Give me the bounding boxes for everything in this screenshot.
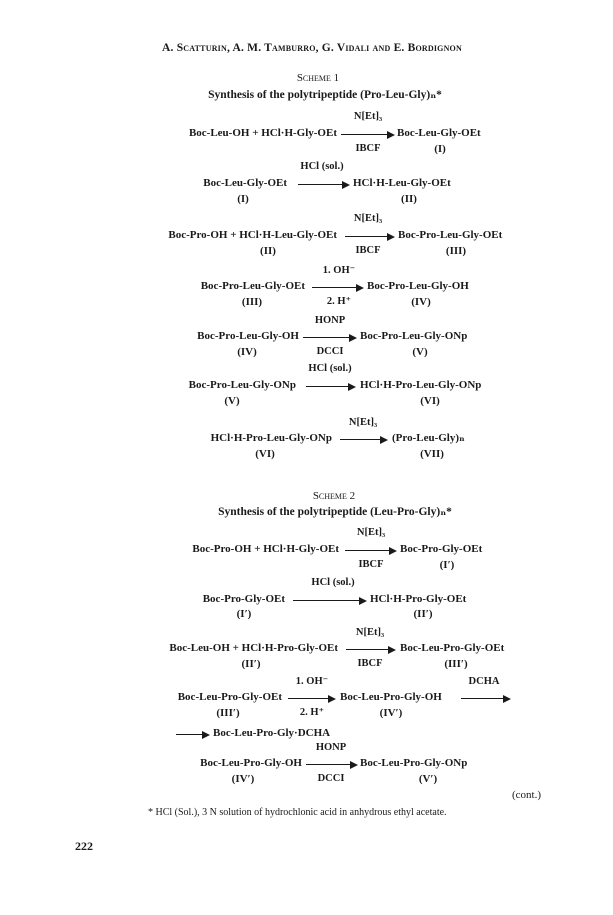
s2-step1-product: Boc-Pro-Gly-OEt xyxy=(400,543,483,555)
s2-step4-product: Boc-Leu-Pro-Gly-OH xyxy=(340,691,442,703)
scheme-1-label: Scheme 1 xyxy=(296,72,340,84)
s1-step2-product-label: (II) xyxy=(401,193,417,205)
s1-step2-product: HCl·H-Leu-Gly-OEt xyxy=(353,177,451,189)
s2-step4-reactant-label: (III′) xyxy=(216,707,240,719)
s2-cont-arrow-icon xyxy=(176,734,208,735)
s1-step3-reagent-below: IBCF xyxy=(355,245,381,256)
s2-step4-reagent-above: 1. OH⁻ xyxy=(295,676,329,687)
s1-step7-product: (Pro-Leu-Gly)ₙ xyxy=(392,432,465,444)
s2-step4-reactant: Boc-Leu-Pro-Gly-OEt xyxy=(177,691,282,703)
s2-step4-arrow-2-icon xyxy=(461,698,509,699)
s2-step3-reactant-label: (II′) xyxy=(241,658,261,670)
s1-step7-reactant: HCl·H-Pro-Leu-Gly-ONp xyxy=(210,432,332,444)
s1-step1-reactants: Boc-Leu-OH + HCl·H-Gly-OEt xyxy=(188,127,337,139)
s2-step4-reagent-below: 2. H⁺ xyxy=(299,707,325,718)
s2-step4-arrow-icon xyxy=(288,698,334,699)
s2-step2-reagent-above: HCl (sol.) xyxy=(311,577,355,588)
s1-step5-arrow-icon xyxy=(303,337,355,338)
s1-step1-reagent-above: N[Et]₃ xyxy=(353,111,383,122)
s2-step2-product: HCl·H-Pro-Gly-OEt xyxy=(370,593,467,605)
s1-step7-arrow-icon xyxy=(340,439,386,440)
s2-step2-arrow-icon xyxy=(293,600,365,601)
s2-step3-arrow-icon xyxy=(346,649,394,650)
continued-note: (cont.) xyxy=(511,789,541,801)
s1-step5-product: Boc-Pro-Leu-Gly-ONp xyxy=(360,330,468,342)
s2-step3-reagent-below: IBCF xyxy=(357,658,383,669)
s2-step4-product-label: (IV′) xyxy=(379,707,403,719)
s1-step1-arrow-icon xyxy=(341,134,393,135)
s2-step3-reactants: Boc-Leu-OH + HCl·H-Pro-Gly-OEt xyxy=(169,642,338,654)
s2-step2-product-label: (II′) xyxy=(413,608,433,620)
s2-step4-continuation: Boc-Leu-Pro-Gly·DCHA xyxy=(213,727,331,739)
s2-step1-arrow-icon xyxy=(345,550,395,551)
s1-step4-reactant: Boc-Pro-Leu-Gly-OEt xyxy=(200,280,305,292)
s1-step4-reagent-above: 1. OH⁻ xyxy=(322,265,356,276)
s1-step3-reactant-label: (II) xyxy=(260,245,276,257)
s1-step3-reagent-above: N[Et]₃ xyxy=(353,213,383,224)
s1-step2-arrow-icon xyxy=(298,184,348,185)
s1-step7-reagent-above: N[Et]₃ xyxy=(348,417,378,428)
page-number: 222 xyxy=(75,839,93,853)
s1-step5-product-label: (V) xyxy=(412,346,428,358)
running-header: A. Scatturin, A. M. Tamburro, G. Vidali and E. Bordignon xyxy=(162,42,462,54)
s1-step5-reagent-above: HONP xyxy=(314,315,346,326)
footnote: * HCl (Sol.), 3 N solution of hydrochlonic acid in anhydrous ethyl acetate. xyxy=(148,807,447,818)
s2-step5-reagent-above: HONP xyxy=(315,742,347,753)
s1-step6-reactant: Boc-Pro-Leu-Gly-ONp xyxy=(188,379,296,391)
s1-step4-reactant-label: (III) xyxy=(241,296,263,308)
s2-step5-product: Boc-Leu-Pro-Gly-ONp xyxy=(360,757,468,769)
scheme-2-label: Scheme 2 xyxy=(312,490,356,502)
s1-step6-product-label: (VI) xyxy=(420,395,440,407)
s2-step1-reactants: Boc-Pro-OH + HCl·H-Gly-OEt xyxy=(192,543,339,555)
s1-step2-reactant: Boc-Leu-Gly-OEt xyxy=(203,177,287,189)
s2-step3-reagent-above: N[Et]₃ xyxy=(355,627,385,638)
s1-step4-product: Boc-Pro-Leu-Gly-OH xyxy=(367,280,469,292)
s1-step5-reactant: Boc-Pro-Leu-Gly-OH xyxy=(197,330,299,342)
s1-step5-reagent-below: DCCI xyxy=(316,346,344,357)
s1-step2-reactant-label: (I) xyxy=(237,193,249,205)
s2-step2-reactant-label: (I′) xyxy=(236,608,252,620)
s1-step6-arrow-icon xyxy=(306,386,354,387)
s2-step5-arrow-icon xyxy=(306,764,356,765)
s2-step5-reactant: Boc-Leu-Pro-Gly-OH xyxy=(200,757,302,769)
s1-step3-arrow-icon xyxy=(345,236,393,237)
s1-step4-reagent-below: 2. H⁺ xyxy=(326,296,352,307)
s1-step6-product: HCl·H-Pro-Leu-Gly-ONp xyxy=(360,379,482,391)
scheme-2-title: Synthesis of the polytripeptide (Leu-Pro-Gly)ₙ* xyxy=(218,506,452,518)
s1-step6-reagent-above: HCl (sol.) xyxy=(308,363,352,374)
s1-step5-reactant-label: (IV) xyxy=(237,346,257,358)
s1-step2-reagent-above: HCl (sol.) xyxy=(300,161,344,172)
s2-step5-reagent-below: DCCI xyxy=(317,773,345,784)
s1-step1-reagent-below: IBCF xyxy=(355,143,381,154)
s2-step4-reagent-above-2: DCHA xyxy=(468,676,500,687)
s2-step2-reactant: Boc-Pro-Gly-OEt xyxy=(202,593,285,605)
s2-step3-product-label: (III′) xyxy=(444,658,468,670)
s1-step7-reactant-label: (VI) xyxy=(255,448,275,460)
s1-step3-product: Boc-Pro-Leu-Gly-OEt xyxy=(398,229,503,241)
s2-step5-reactant-label: (IV′) xyxy=(231,773,255,785)
s1-step4-product-label: (IV) xyxy=(411,296,431,308)
s1-step1-product-label: (I) xyxy=(434,143,446,155)
s2-step5-product-label: (V′) xyxy=(418,773,438,785)
s2-step3-product: Boc-Leu-Pro-Gly-OEt xyxy=(400,642,505,654)
s2-step1-reagent-below: IBCF xyxy=(358,559,384,570)
s1-step7-product-label: (VII) xyxy=(420,448,444,460)
s1-step3-reactants: Boc-Pro-OH + HCl·H-Leu-Gly-OEt xyxy=(168,229,337,241)
s1-step4-arrow-icon xyxy=(312,287,362,288)
s2-step1-product-label: (I′) xyxy=(439,559,455,571)
s1-step1-product: Boc-Leu-Gly-OEt xyxy=(397,127,481,139)
s2-step1-reagent-above: N[Et]₃ xyxy=(356,527,386,538)
s1-step3-product-label: (III) xyxy=(445,245,467,257)
s1-step6-reactant-label: (V) xyxy=(224,395,240,407)
scheme-1-title: Synthesis of the polytripeptide (Pro-Leu-Gly)ₙ* xyxy=(208,89,442,101)
